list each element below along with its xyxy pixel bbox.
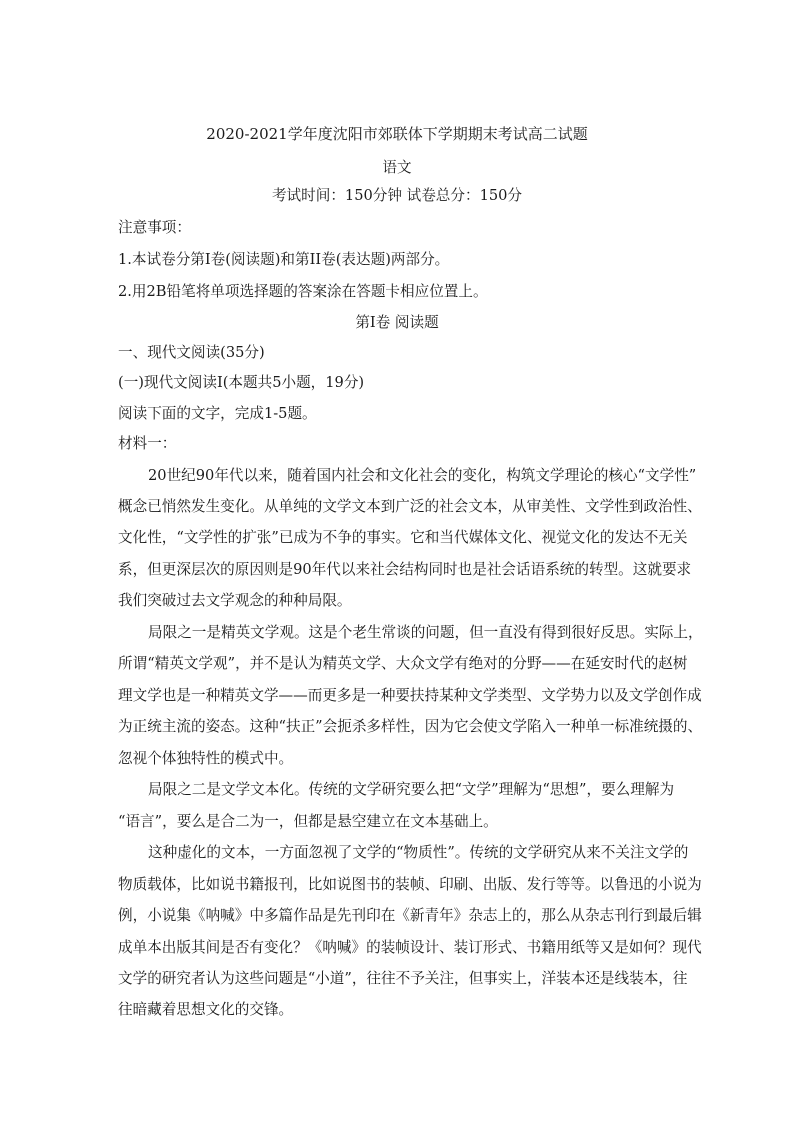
subpart-title: (一)现代文阅读I(本题共5小题，19分) (118, 374, 365, 391)
paragraph-line: 忽视个体独特性的模式中。 (118, 750, 294, 767)
notes-item: 1.本试卷分第I卷(阅读题)和第II卷(表达题)两部分。 (118, 251, 450, 268)
paragraph-line: 文化性，“文学性的扩张”已成为不争的事实。它和当代媒体文化、视觉文化的发达不无关 (118, 529, 688, 546)
notes-item: 2.用2B铅笔将单项选择题的答案涂在答题卡相应位置上。 (118, 283, 488, 300)
paragraph-line: “语言”，要么是合二为一，但都是悬空建立在文本基础上。 (118, 813, 498, 830)
subject-label: 语文 (382, 159, 412, 176)
notes-heading: 注意事项： (118, 219, 191, 236)
volume-title: 第I卷 阅读题 (355, 314, 439, 331)
paragraph-line: 理文学也是一种精英文学——而更多是一种要扶持某种文学类型、文学势力以及文学创作成 (118, 687, 702, 704)
paragraph-line: 为正统主流的姿态。这种“扶正”会扼杀多样性，因为它会使文学陷入一种单一标准统摄的、 (118, 718, 703, 735)
paragraph-line: 局限之二是文学文本化。传统的文学研究要么把“文学”理解为“思想”，要么理解为 (148, 781, 675, 798)
exam-title: 2020-2021学年度沈阳市郊联体下学期期末考试高二试题 (206, 125, 588, 143)
paragraph-line: 概念已悄然发生变化。从单纯的文学文本到广泛的社会文本，从审美性、文学性到政治性、 (118, 498, 702, 515)
paragraph-line: 这种虚化的文本，一方面忽视了文学的“物质性”。传统的文学研究从来不关注文学的 (148, 844, 689, 861)
paragraph-line: 成单本出版其间是否有变化？《呐喊》的装帧设计、装订形式、书籍用纸等又是如何？现代 (118, 939, 702, 956)
paragraph-line: 往暗藏着思想文化的交锋。 (118, 1001, 294, 1018)
paragraph-line: 例，小说集《呐喊》中多篇作品是先刊印在《新青年》杂志上的，那么从杂志刊行到最后辑 (118, 907, 702, 924)
paragraph-line: 系，但更深层次的原因则是90年代以来社会结构同时也是社会话语系统的转型。这就要求 (118, 561, 692, 578)
exam-info: 考试时间：150分钟 试卷总分：150分 (271, 187, 523, 204)
part-title: 一、现代文阅读(35分) (118, 344, 265, 361)
paragraph-line: 所谓“精英文学观”，并不是认为精英文学、大众文学有绝对的分野——在延安时代的赵树 (118, 655, 688, 672)
paragraph-line: 物质载体，比如说书籍报刊，比如说图书的装帧、印刷、出版、发行等等。以鲁迅的小说为 (118, 876, 702, 893)
paragraph-line: 我们突破过去文学观念的种种局限。 (118, 592, 352, 609)
paragraph-line: 文学的研究者认为这些问题是“小道”，往往不予关注，但事实上，洋装本还是线装本，往 (118, 970, 688, 987)
paragraph-line: 20世纪90年代以来，随着国内社会和文化社会的变化，构筑文学理论的核心“文学性” (148, 467, 697, 484)
paragraph-line: 局限之一是精英文学观。这是个老生常谈的问题，但一直没有得到很好反思。实际上， (148, 624, 703, 641)
material-label: 材料一： (118, 435, 177, 452)
reading-instruction: 阅读下面的文字，完成1-5题。 (118, 405, 317, 422)
